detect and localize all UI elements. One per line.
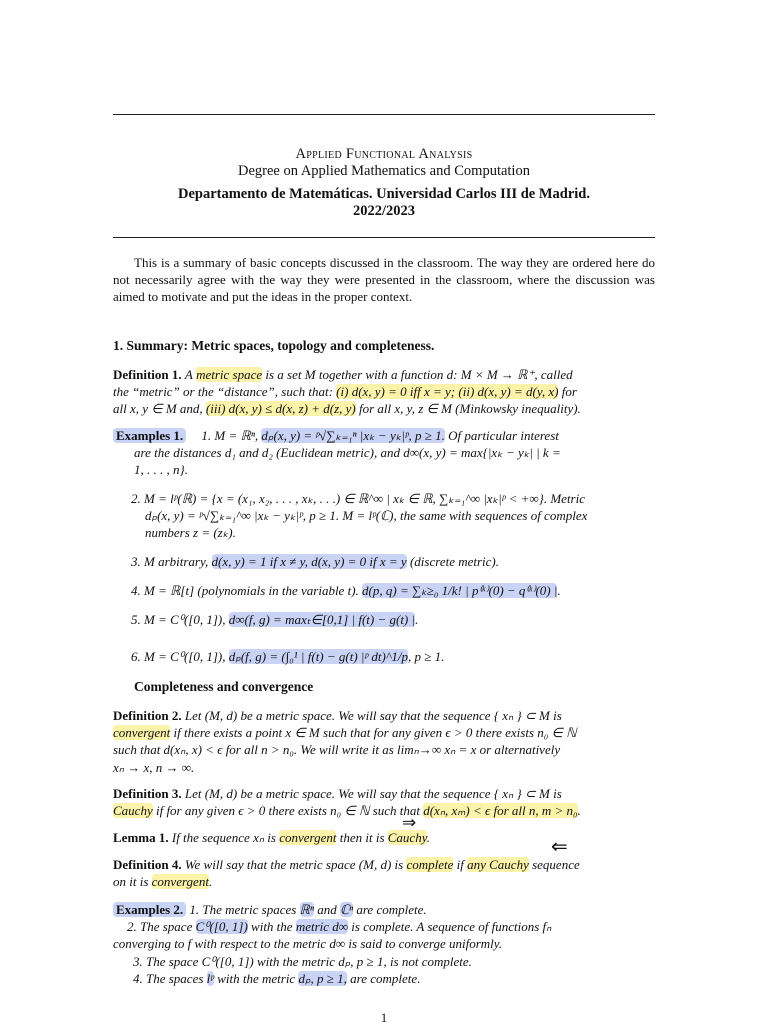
def-text: for all x, y, z ∈ M (Minkowsky inequality). — [359, 401, 581, 417]
highlight-convergent: convergent — [113, 725, 171, 741]
examples-1-item-1 — [113, 427, 658, 478]
example-text: 2. The space — [127, 919, 193, 935]
example-text: , p ≥ 1. — [407, 649, 445, 664]
def-text: if there exists a point x ∈ M such that for any given ϵ > 0 there exists n₀ ∈ ℕ — [173, 725, 577, 741]
def-text: if for any given ϵ > 0 there exists n₀ ∈ ℕ such that — [155, 803, 420, 819]
definition-1 — [113, 366, 655, 418]
example-text: 4. M = ℝ[t] (polynomials in the variable t). — [131, 583, 359, 598]
highlight-c0: C⁰([0, 1]) — [195, 919, 248, 935]
example-text: 4. The spaces — [133, 970, 204, 986]
subsection-title: Completeness and convergence — [134, 679, 314, 694]
def-text: if — [456, 857, 464, 872]
example-text: Of particular interest — [448, 428, 559, 443]
definition-label: Definition 1. — [113, 367, 182, 382]
page-number: 1 — [380, 1010, 388, 1025]
highlight-sup-metric: d∞(f, g) = maxₜ∈[0,1] | f(t) − g(t) | — [228, 612, 416, 627]
example-text: are complete. — [356, 902, 427, 917]
example-text: 1. M = ℝⁿ, — [201, 428, 259, 443]
example-text: numbers z = (zₖ). — [145, 525, 236, 540]
def-text: is a set M together with a function d: M × M → ℝ⁺, called — [265, 367, 573, 382]
def-text: . — [577, 803, 581, 819]
lemma-text: If the sequence xₙ is — [171, 830, 276, 845]
implies-right-arrow-icon: ⇒ — [402, 813, 417, 833]
example-text: are complete. — [350, 970, 421, 986]
highlight-complete: complete — [406, 857, 454, 872]
degree-line: Degree on Applied Mathematics and Computation — [238, 163, 530, 179]
def-text: sequence — [532, 857, 580, 872]
def-text: such that d(xₙ, x) < ϵ for all n > n₀. We will write it as limₙ→∞ xₙ = x or alternatively — [113, 742, 561, 758]
definition-label: Definition 3. — [113, 786, 182, 801]
example-text: . — [415, 612, 419, 627]
course-title: Applied Functional Analysis — [295, 146, 473, 162]
def-text: on it is — [113, 874, 149, 890]
highlight-polynomial-metric: d(p, q) = ∑ₖ≥₀ 1/k! | p⁽ᵏ⁾(0) − q⁽ᵏ⁾(0) | — [362, 583, 558, 598]
highlight-integral-metric: dₚ(f, g) = (∫₀¹ | f(t) − g(t) |ᵖ dt)^1/p — [228, 649, 408, 664]
highlight-cn: ℂⁿ — [339, 902, 354, 917]
examples-1-item-6 — [131, 648, 444, 665]
examples-label: Examples 1. — [113, 428, 186, 443]
lemma-1 — [113, 829, 655, 846]
def-text: all x, y ∈ M and, — [113, 401, 203, 417]
academic-year: 2022/2023 — [352, 203, 416, 219]
example-text: is complete. A sequence of functions fₙ — [351, 919, 552, 935]
example-text: 1. The metric spaces — [189, 902, 297, 917]
implies-left-arrow-icon: ⇐ — [551, 834, 568, 858]
example-text: 2. M = lᵖ(ℝ) = {x = (x₁, x₂, . . . , xₖ, . . .) ∈ ℝ^∞ | xₖ ∈ ℝ, ∑ₖ₌₁^∞ |xₖ|ᵖ < +∞}. Metric — [131, 491, 585, 506]
definition-label: Definition 2. — [113, 708, 182, 723]
def-text: A — [184, 367, 193, 382]
example-text: 3. M arbitrary, — [131, 554, 209, 569]
examples-label: Examples 2. — [113, 902, 186, 917]
example-text: with the metric — [217, 970, 296, 986]
highlight-convergent: convergent — [279, 830, 337, 845]
top-rule — [113, 114, 655, 115]
example-text: . — [557, 583, 561, 598]
examples-1-item-3 — [131, 553, 499, 570]
highlight-dp: dₚ, p ≥ 1, — [298, 970, 347, 986]
highlight-conditions: (i) d(x, y) = 0 iff x = y; (ii) d(x, y) = d(y, x) — [336, 384, 559, 400]
examples-1-item-5 — [131, 611, 418, 628]
examples-2 — [113, 901, 655, 987]
examples-1-item-2 — [131, 490, 659, 541]
def-text: . — [208, 874, 213, 890]
section-title: 1. Summary: Metric spaces, topology and completeness. — [113, 338, 435, 353]
header-block — [113, 146, 655, 220]
highlight-cauchy-condition: d(xₙ, xₘ) < ϵ for all n, m > n₀ — [423, 803, 578, 819]
highlight-lp: lᵖ — [206, 970, 214, 986]
examples-1-item-4 — [131, 582, 561, 599]
def-text: xₙ → x, n → ∞. — [113, 759, 195, 775]
highlight-cauchy: Cauchy — [113, 803, 153, 819]
example-text: 5. M = C⁰([0, 1]), — [131, 612, 226, 627]
department-line: Departamento de Matemáticas. Universidad Carlos III de Madrid. — [177, 186, 590, 202]
highlight-triangle-inequality: (iii) d(x, y) ≤ d(x, z) + d(z, y) — [205, 401, 356, 417]
example-text: (discrete metric). — [409, 554, 500, 569]
lemma-text: then it is — [339, 830, 385, 845]
example-text: and — [317, 902, 337, 917]
example-text: 1, . . . , n}. — [134, 462, 188, 477]
definition-label: Definition 4. — [113, 857, 182, 872]
def-text: Let (M, d) be a metric space. We will say that the sequence { xₙ } ⊂ M is — [184, 708, 562, 723]
def-text: Let (M, d) be a metric space. We will say that the sequence { xₙ } ⊂ M is — [184, 786, 562, 801]
highlight-any-cauchy: any Cauchy — [467, 857, 529, 872]
example-text: dₚ(x, y) = ᵖ√∑ₖ₌₁^∞ |xₖ − yₖ|ᵖ, p ≥ 1. M = lᵖ(ℂ), the same with sequences of complex — [145, 508, 588, 523]
highlight-discrete-metric: d(x, y) = 1 if x ≠ y, d(x, y) = 0 if x = y — [211, 554, 407, 569]
lemma-label: Lemma 1. — [113, 830, 169, 845]
highlight-metric-space: metric space — [196, 367, 263, 382]
example-text: are the distances d₁ and d₂ (Euclidean metric), and d∞(x, y) = max{|xₖ − yₖ| | k = — [134, 445, 561, 460]
highlight-cauchy: Cauchy — [387, 830, 427, 845]
example-text: 6. M = C⁰([0, 1]), — [131, 649, 226, 664]
bottom-rule — [113, 237, 655, 238]
definition-4 — [113, 856, 655, 890]
definition-3 — [113, 785, 655, 819]
highlight-convergent: convergent — [151, 874, 209, 890]
example-text: converging to f with respect to the metric d∞ is said to converge uniformly. — [113, 936, 503, 952]
intro-paragraph: This is a summary of basic concepts discussed in the classroom. The way they are ordered here do not necessarily agree with the way they were presented in the classroom, where the discussion was aimed to motivate and put the ideas in the proper context. — [113, 255, 655, 305]
highlight-dp-formula: dₚ(x, y) = ᵖ√∑ₖ₌₁ⁿ |xₖ − yₖ|ᵖ, p ≥ 1. — [261, 428, 445, 443]
definition-2 — [113, 707, 655, 776]
def-text: the “metric” or the “distance”, such that: — [113, 384, 333, 400]
lemma-text: . — [426, 830, 431, 845]
def-text: We will say that the metric space (M, d) is — [184, 857, 404, 872]
def-text: for — [561, 384, 577, 400]
highlight-rn: ℝⁿ — [299, 902, 314, 917]
example-text: 3. The space C⁰([0, 1]) with the metric dₚ, p ≥ 1, is not complete. — [133, 953, 472, 969]
highlight-metric-dinf: metric d∞ — [295, 919, 349, 935]
example-text: with the — [251, 919, 293, 935]
